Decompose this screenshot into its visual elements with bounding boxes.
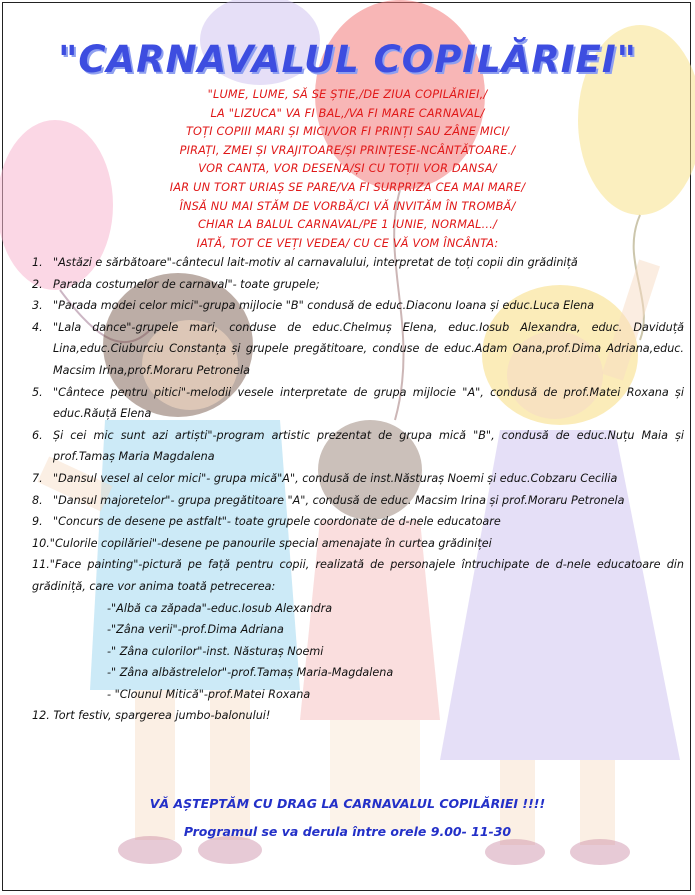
item-number: 11. [32, 558, 50, 572]
poem-line: IAR UN TORT URIAȘ SE PARE/VA FI SURPRIZA CEA MAI MARE/ [169, 180, 526, 194]
program-item [32, 274, 684, 296]
item-number: 10. [32, 536, 50, 550]
item-number: 8. [32, 493, 43, 507]
schedule-note: Programul se va derula între orele 9.00- 11-30 [183, 824, 512, 839]
program-item [32, 295, 684, 317]
character-line: -"Zâna verii"-prof.Dima Adriana [107, 623, 284, 637]
item-number: 7. [32, 471, 43, 485]
right-child-shoe-left [485, 839, 545, 865]
program-item [32, 317, 684, 382]
item-text: "Astăzi e sărbătoare"-cântecul lait-motiv al carnavalului, interpretat de toți copii din grădiniță [53, 256, 578, 269]
item-number: 3. [32, 299, 43, 313]
program-item-last: 12. Tort festiv, spargerea jumbo-balonului! [32, 709, 271, 723]
item-number: 1. [32, 256, 43, 269]
middle-child-legs [330, 720, 420, 830]
poem-line: PIRAȚI, ZMEI ȘI VRAJITOARE/ȘI PRINȚESE-NCÂNTĂTOARE./ [179, 143, 516, 157]
item-text: "Parada modei celor mici"-grupa mijlocie "B" condusă de educ.Diaconu Ioana și educ.Luca Elena [53, 299, 595, 313]
item-number: 5. [32, 385, 43, 399]
character-line: -" Zâna albăstrelelor"-prof.Tamaș Maria-Magdalena [107, 666, 394, 680]
poem-line: VOR CANTA, VOR DESENA/ȘI CU TOȚII VOR DANSA/ [198, 162, 497, 176]
poster-title: "CARNAVALUL COPILĂRIEI" [58, 38, 637, 81]
poem-line: IATĂ, TOT CE VEȚI VEDEA/ CU CE VĂ VOM ÎNCÂNTA: [196, 236, 499, 250]
character-line: -" Zâna culorilor"-inst. Năsturaș Noemi [107, 644, 324, 658]
poem-line: TOȚI COPIII MARI ȘI MICI/VOR FI PRINȚI SAU ZÂNE MICI/ [185, 125, 510, 139]
program-item [32, 382, 684, 425]
item-number: 4. [32, 320, 43, 334]
character-line: - "Clounul Mitică"-prof.Matei Roxana [107, 687, 311, 701]
character-line: -"Albă ca zăpada"-educ.Iosub Alexandra [107, 601, 333, 615]
item-number: 9. [32, 515, 43, 529]
poem-line: LA "LIZUCA" VA FI BAL,/VA FI MARE CARNAVAL/ [210, 106, 485, 120]
item-number: 2. [32, 277, 43, 291]
program-item [32, 533, 684, 555]
left-child-shoe-right [198, 836, 262, 864]
invitation-closing: VĂ AȘTEPTĂM CU DRAG LA CARNAVALUL COPILĂRIEI !!!! [149, 796, 546, 811]
item-text: "Dansul vesel al celor mici"- grupa mică"A", condusă de inst.Năsturaș Noemi și educ.Cobzaru Cecilia [53, 471, 618, 485]
program-item [32, 511, 684, 533]
item-text: "Cântece pentru pitici"-melodii vesele interpretate de grupa mijlocie "A", condusă de prof.Matei Roxana și educ.Răuță Elena [53, 385, 684, 421]
program-item [32, 468, 684, 490]
program-item [32, 425, 684, 468]
poem-line: CHIAR LA BALUL CARNAVAL/PE 1 IUNIE, NORMAL.../ [197, 218, 498, 232]
left-child-shoe-left [118, 836, 182, 864]
item-number: 6. [32, 428, 43, 442]
poem-line: "LUME, LUME, SĂ SE ȘTIE,/DE ZIUA COPILĂRIEI,/ [207, 88, 488, 101]
program-item [32, 252, 684, 274]
invitation-poem [0, 86, 695, 253]
item-text: "Culorile copilăriei"-desene pe panourile special amenajate în curtea grădiniței [49, 536, 492, 550]
item-text: "Concurs de desene pe astfalt"- toate grupele coordonate de d-nele educatoare [53, 515, 501, 529]
item-text: "Dansul majoretelor"- grupa pregătitoare "A", condusă de educ. Macsim Irina și prof.Moraru Petronela [53, 493, 625, 507]
item-text: Și cei mic sunt azi artiști"-program artistic prezentat de grupa mică "B", condusă de educ.Nuțu Maia și prof.Tamaș Maria Magdalena [53, 428, 684, 464]
poem-line: ÎNSĂ NU MAI STĂM DE VORBĂ/CI VĂ INVITĂM ÎN TROMBĂ/ [179, 199, 516, 213]
right-child-shoe-right [570, 839, 630, 865]
item-text: Parada costumelor de carnaval"- toate grupele; [53, 277, 320, 291]
item-text: "Lala dance"-grupele mari, conduse de educ.Chelmuș Elena, educ.Iosub Alexandra, educ. Daviduță Lina,educ.Ciuburciu Constanța și grupele pregătitoare, conduse de educ.Adam Oana,prof.Dima Adriana,educ. Macsim Irina,prof.Moraru Petronela [53, 320, 684, 377]
program-item [32, 554, 684, 597]
item-text: "Face painting"-pictură pe față pentru copii, realizată de personajele întruchipate de d-nele educatoare din grădiniță, care vor anima toată petrecerea: [32, 558, 684, 593]
program-list [32, 252, 684, 727]
program-item [32, 490, 684, 512]
